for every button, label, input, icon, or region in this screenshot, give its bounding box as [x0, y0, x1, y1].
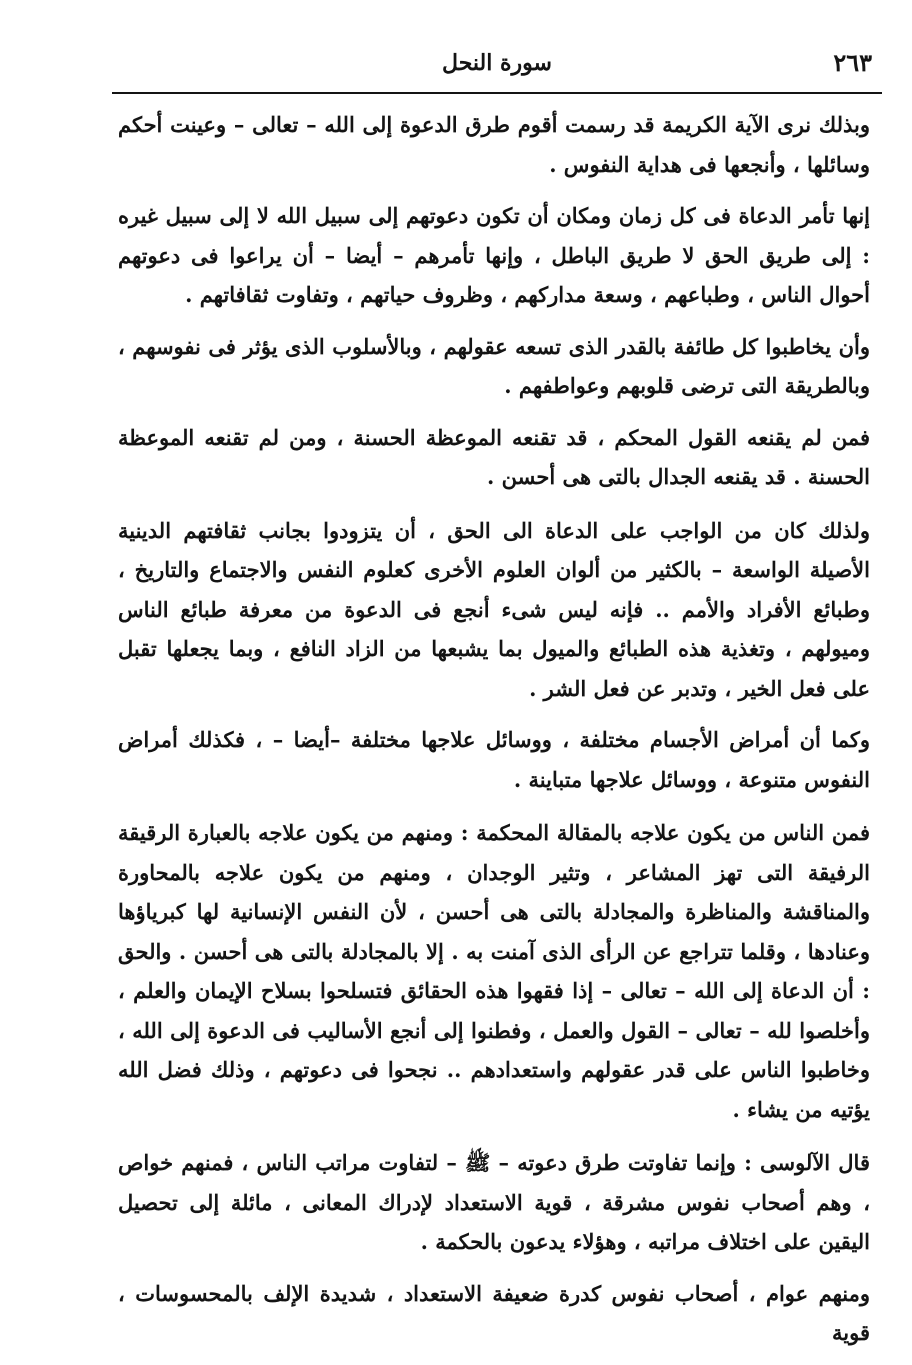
- paragraph-1: وبذلك نرى الآية الكريمة قد رسمت أقوم طرق الدعوة إلى الله – تعالى – وعينت أحكم وسائلها ، وأنجعها فى هداية النفوس .: [118, 112, 870, 177]
- paragraph-7: فمن الناس من يكون علاجه بالمقالة المحكمة : ومنهم من يكون علاجه بالعبارة الرقيقة الرفيقة التى تهز المشاعر ، وتثير الوجدان ، ومنهم من يكون علاجه بالمحاورة والمناقشة والمناظرة والمجادلة بالتى هى أحسن ، لأن النفس الإنسانية لها كبرياؤها وعنادها ، وقلما تتراجع عن الرأى الذى آمنت به . إلا بالمجادلة بالتى هى أحسن . والحق : أن الدعاة إلى الله – تعالى – إذا فقهوا هذه الحقائق فتسلحوا بسلاح الإيمان والعلم ، وأخلصوا لله – تعالى – القول والعمل ، وفطنوا إلى أنجع الأساليب فى الدعوة إلى الله ، وخاطبوا الناس على قدر عقولهم واستعدادهم .. نجحوا فى دعوتهم ، وذلك فضل الله يؤتيه من يشاء .: [118, 820, 870, 1122]
- paragraph-9: ومنهم عوام ، أصحاب نفوس كدرة ضعيفة الاستعداد ، شديدة الإلف بالمحسوسات ، قوية: [118, 1280, 870, 1345]
- header-divider: [112, 92, 882, 94]
- page-header: [112, 46, 882, 82]
- page-number: ٢٦٣: [833, 48, 872, 77]
- paragraph-4: فمن لم يقنعه القول المحكم ، قد تقنعه الموعظة الحسنة ، ومن لم تقنعه الموعظة الحسنة . قد يقنعه الجدال بالتى هى أحسن .: [118, 424, 870, 489]
- surah-title: سورة النحل: [442, 50, 552, 76]
- paragraph-3: وأن يخاطبوا كل طائفة بالقدر الذى تسعه عقولهم ، وبالأسلوب الذى يؤثر فى نفوسهم ، وبالطريقة التى ترضى قلوبهم وعواطفهم .: [118, 333, 870, 398]
- paragraph-8: قال الآلوسى : وإنما تفاوتت طرق دعوته – ﷺ – لتفاوت مراتب الناس ، فمنهم خواص ، وهم أصحاب نفوس مشرقة ، قوية الاستعداد لإدراك المعانى ، مائلة إلى تحصيل اليقين على اختلاف مراتبه ، وهؤلاء يدعون بالحكمة .: [118, 1150, 870, 1254]
- page-body: [118, 105, 870, 1365]
- paragraph-2: إنها تأمر الدعاة فى كل زمان ومكان أن تكون دعوتهم إلى سبيل الله لا إلى سبيل غيره : إلى طريق الحق لا طريق الباطل ، وإنها تأمرهم – أيضا – أن يراعوا فى دعوتهم أحوال الناس ، وطباعهم ، وسعة مداركهم ، وظروف حياتهم ، وتفاوت ثقافاتهم .: [118, 203, 870, 307]
- paragraph-6: وكما أن أمراض الأجسام مختلفة ، ووسائل علاجها مختلفة –أيضا – ، فكذلك أمراض النفوس متنوعة ، ووسائل علاجها متباينة .: [118, 727, 870, 792]
- paragraph-5: ولذلك كان من الواجب على الدعاة الى الحق ، أن يتزودوا بجانب ثقافتهم الدينية الأصيلة الواسعة – بالكثير من ألوان العلوم الأخرى كعلوم النفس والاجتماع والتاريخ ، وطبائع الأفراد والأمم .. فإنه ليس شىء أنجع فى الدعوة من معرفة طبائع الناس وميولهم ، وتغذية هذه الطبائع والميول بما يشبعها من الزاد النافع ، وبما يجعلها تقبل على فعل الخير ، وتدبر عن فعل الشر .: [118, 517, 870, 701]
